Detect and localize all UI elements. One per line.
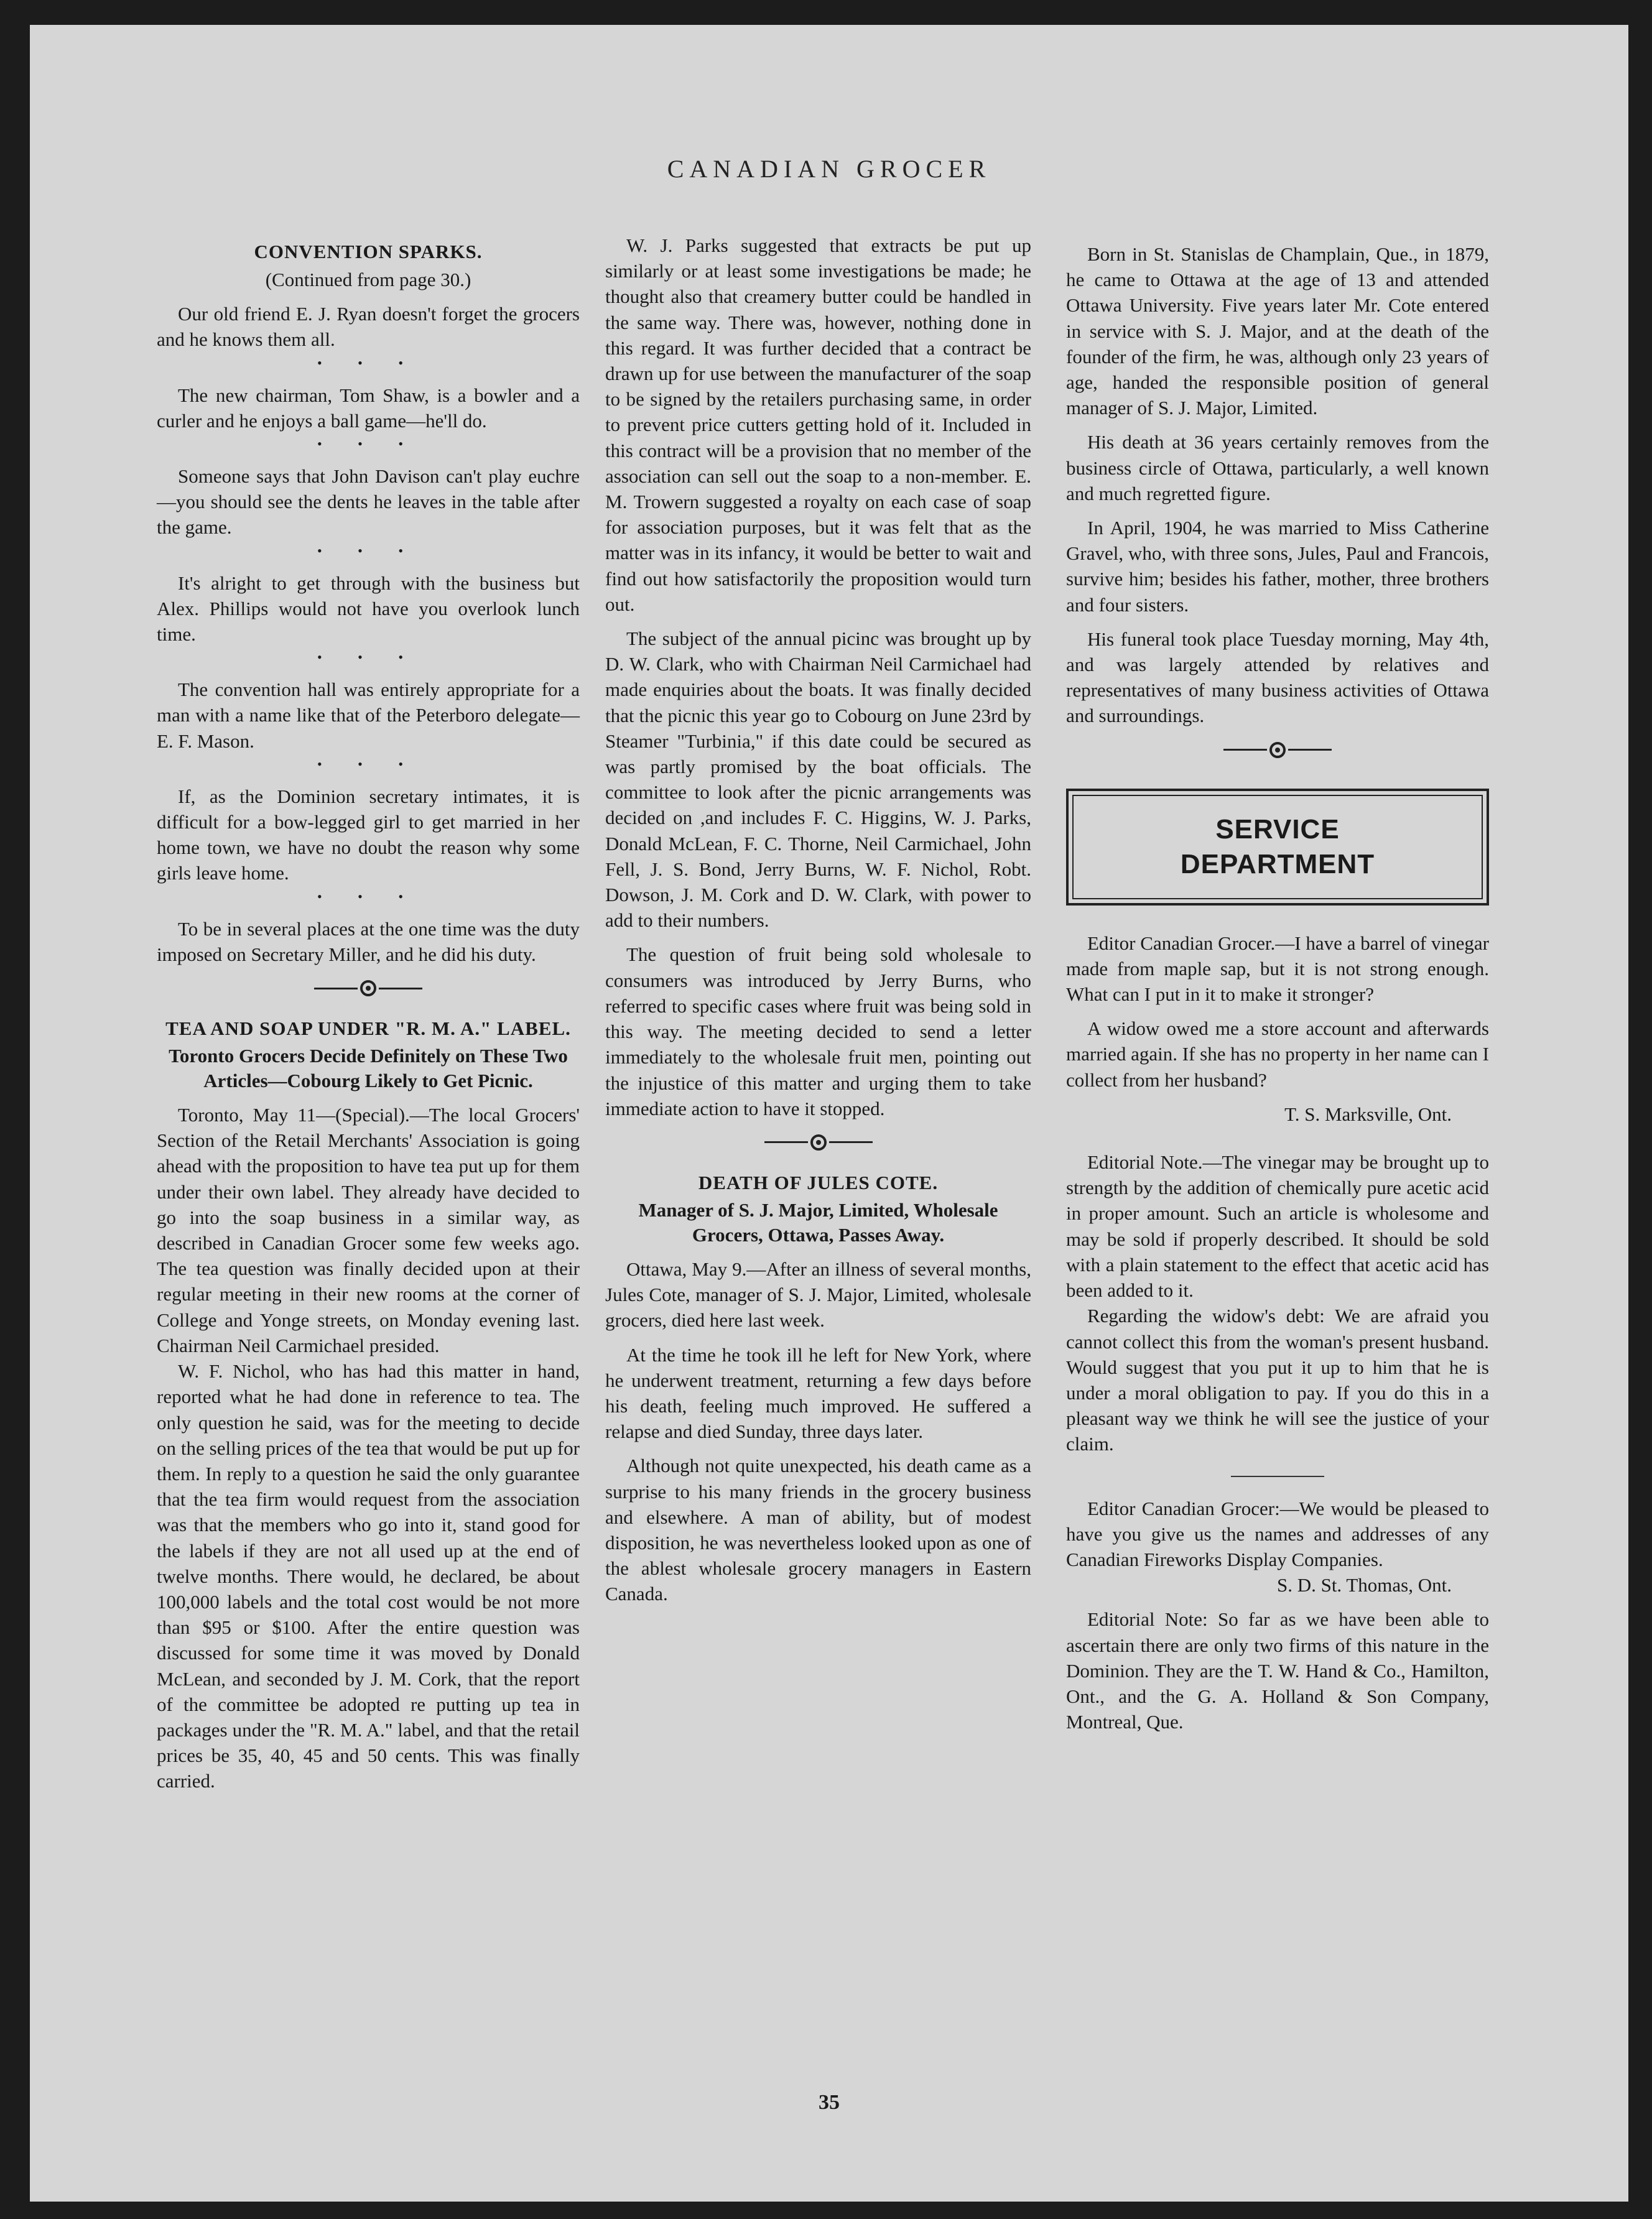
editorial-note: Editorial Note: So far as we have been able to ascertain there are only two firms of this nature in the Dominion. They are the T. W. Hand & Co., Hamilton, Ont., and the G. A. Holland & Son Company, Montreal, Que.	[1066, 1608, 1489, 1733]
star-separator: • • •	[317, 542, 420, 558]
death-paragraph: Ottawa, May 9.—After an illness of several months, Jules Cote, manager of S. J. Major, Limited, wholesale grocers, died here last week.	[605, 1258, 1031, 1332]
sparks-item: It's alright to get through with the business but Alex. Phillips would not have you overlook lunch time.	[157, 572, 580, 646]
page-number: 35	[819, 2091, 840, 2114]
star-separator: • • •	[317, 888, 420, 904]
service-title-line2: DEPARTMENT	[1180, 848, 1375, 879]
ornament-icon	[360, 980, 376, 996]
tea-paragraph: W. J. Parks suggested that extracts be put up similarly or at least some investigations be made; he thought also that creamery butter could be handled in the same way. There was, however, nothing done in this regard. It was further decided that a contract be drawn up for use between the manufacturer of the soap to be signed by the retailers purchasing same, in order to prevent price cutters getting hold of it. Included in this contract will be a provision that no member of the association can sell out the soap to a non-member. E. M. Trowern suggested a royalty on each case of soap for association purposes, but it was felt that as the matter was in its infancy, it would be better to wait and find out how satisfactorily the proposition would turn out.	[605, 234, 1031, 615]
death-paragraph: Born in St. Stanislas de Champlain, Que., in 1879, he came to Ottawa at the age of 13 and attended Ottawa University. Five years later Mr. Cote entered in service with S. J. Major, and at the death of the founder of the firm, he was, although only 23 years of age, handed the responsible position of general manager of S. J. Major, Limited.	[1066, 243, 1489, 419]
sparks-continued: (Continued from page 30.)	[265, 269, 471, 290]
magazine-page	[30, 25, 1628, 2202]
star-separator: • • •	[317, 436, 420, 452]
ornament-divider	[605, 1126, 1031, 1159]
tea-subtitle: Toronto Grocers Decide Definitely on These Two Articles—Cobourg Likely to Get Picnic.	[169, 1045, 568, 1092]
ornament-icon	[1269, 742, 1286, 758]
ornament-icon	[810, 1134, 827, 1151]
letter-signature: T. S. Marksville, Ont.	[1284, 1103, 1452, 1125]
ornament-divider	[1066, 734, 1489, 766]
death-paragraph: In April, 1904, he was married to Miss Catherine Gravel, who, with three sons, Jules, Paul and Francois, survive him; besides his father, mother, three brothers and four sisters.	[1066, 517, 1489, 616]
letter-paragraph: Editor Canadian Grocer.—I have a barrel of vinegar made from maple sap, but it is not strong enough. What can I put in it to make it stronger?	[1066, 932, 1489, 1006]
tea-paragraph: W. F. Nichol, who has had this matter in hand, reported what he had done in reference to tea. The only question he said, was for the meeting to decide on the selling prices of the tea that would be put up for them. In reply to a question he said the only guarantee that the tea firm would request from the association was that the members who go into it, stand good for the labels if they are not all used up at the end of twelve months. There would, he declared, be about 100,000 labels and the total cost would be not more than $95 or $100. After the entire question was discussed for some time it was moved by Donald McLean, and seconded by J. M. Cork, that the report of the committee be adopted re putting up tea in packages under the "R. M. A." label, and that the retail prices be 35, 40, 45 and 50 cents. This was finally carried.	[157, 1360, 580, 1792]
letter-paragraph: A widow owed me a store account and afterwards married again. If she has no property in her name can I collect from her husband?	[1066, 1017, 1490, 1091]
star-separator: • • •	[317, 354, 420, 371]
sparks-item: The new chairman, Tom Shaw, is a bowler and a curler and he enjoys a ball game—he'll do.	[157, 384, 580, 432]
sparks-item: Our old friend E. J. Ryan doesn't forget the grocers and he knows them all.	[157, 303, 580, 351]
death-paragraph: His funeral took place Tuesday morning, May 4th, and was largely attended by relatives and representatives of many business activities of Ottawa and surroundings.	[1066, 628, 1489, 727]
death-paragraph: Although not quite unexpected, his death came as a surprise to his many friends in the grocery business and elsewhere. A man of ability, but of modest disposition, he was nevertheless looked upon as one of the ablest wholesale grocery managers in Eastern Canada.	[605, 1455, 1031, 1605]
tea-paragraph: The subject of the annual picinc was brought up by D. W. Clark, who with Chairman Neil Carmichael had made enquiries about the boats. It was finally decided that the picnic this year go to Cobourg on June 23rd by Steamer "Turbinia," if this date could be secured as was partly promised by the boat officials. The committee to look after the picnic arrangements was decided on ,and includes F. C. Higgins, W. J. Parks, Donald McLean, F. C. Thorne, Neil Carmichael, John Fell, J. S. Bond, Jerry Burns, W. F. Nichol, Robt. Dowson, J. M. Cork and D. W. Clark, with power to add to their numbers.	[605, 628, 1031, 932]
sparks-item: The convention hall was entirely appropriate for a man with a name like that of the Peterboro delegate—E. F. Mason.	[157, 679, 580, 752]
death-paragraph: His death at 36 years certainly removes from the business circle of Ottawa, particularly, a well known and much regretted figure.	[1066, 431, 1489, 504]
ornament-divider	[157, 972, 580, 1004]
letter-paragraph: Editor Canadian Grocer:—We would be pleased to have you give us the names and addresses of any Canadian Fireworks Display Companies.	[1066, 1497, 1489, 1570]
star-separator: • • •	[317, 649, 420, 665]
sparks-item: Someone says that John Davison can't play euchre—you should see the dents he leaves in the table after the game.	[157, 465, 580, 539]
sparks-title: CONVENTION SPARKS.	[254, 241, 483, 262]
editorial-note: Editorial Note.—The vinegar may be brought up to strength by the addition of chemically pure acetic acid in proper amount. Such an article is wholesome and may be sold if properly described. It should be sold with a plain statement to the effect that acetic acid has been added to it.	[1066, 1151, 1489, 1302]
column-middle	[605, 233, 1031, 1607]
column-left	[157, 233, 580, 1794]
death-paragraph: At the time he took ill he left for New York, where he underwent treatment, returning a few days before his death, feeling much improved. He suffered a relapse and died Sunday, three days later.	[605, 1343, 1031, 1443]
short-divider	[1231, 1476, 1324, 1477]
sparks-item: If, as the Dominion secretary intimates, it is difficult for a bow-legged girl to get married in her home town, we have no doubt the reason why some girls leave home.	[157, 785, 580, 884]
tea-title: TEA AND SOAP UNDER "R. M. A." LABEL.	[165, 1017, 571, 1040]
tea-paragraph: Toronto, May 11—(Special).—The local Grocers' Section of the Retail Merchants' Association is going ahead with the proposition to have tea put up for them under their own label. They already have decided to go into the soap business in a similar way, as described in Canadian Grocer some few weeks ago. The tea question was finally decided upon at their regular meeting in their new rooms at the corner of College and Yonge streets, on Monday evening last. Chairman Neil Carmichael presided.	[157, 1104, 580, 1356]
death-subtitle: Manager of S. J. Major, Limited, Wholesale Grocers, Ottawa, Passes Away.	[638, 1198, 998, 1246]
running-header: CANADIAN GROCER	[667, 155, 991, 183]
editorial-note: Regarding the widow's debt: We are afraid you cannot collect this from the woman's present husband. Would suggest that you put it up to him that he is under a moral obligation to pay. If you do this in a pleasant way we think he will see the justice of your claim.	[1066, 1305, 1489, 1455]
star-separator: • • •	[317, 756, 420, 772]
sparks-item: To be in several places at the one time was the duty imposed on Secretary Miller, and he did his duty.	[157, 917, 580, 965]
service-title-line1: SERVICE	[1215, 813, 1340, 845]
tea-paragraph: The question of fruit being sold wholesale to consumers was introduced by Jerry Burns, who referred to specific cases where fruit was being sold in this way. The meeting decided to send a letter immediately to the wholesale fruit men, pointing out the injustice of this matter and urging them to take immediate action to have it stopped.	[605, 943, 1031, 1119]
service-department-box	[1066, 789, 1489, 906]
column-right	[1066, 233, 1489, 1735]
letter-signature: S. D. St. Thomas, Ont.	[1276, 1574, 1452, 1596]
death-title: DEATH OF JULES COTE.	[698, 1171, 939, 1193]
